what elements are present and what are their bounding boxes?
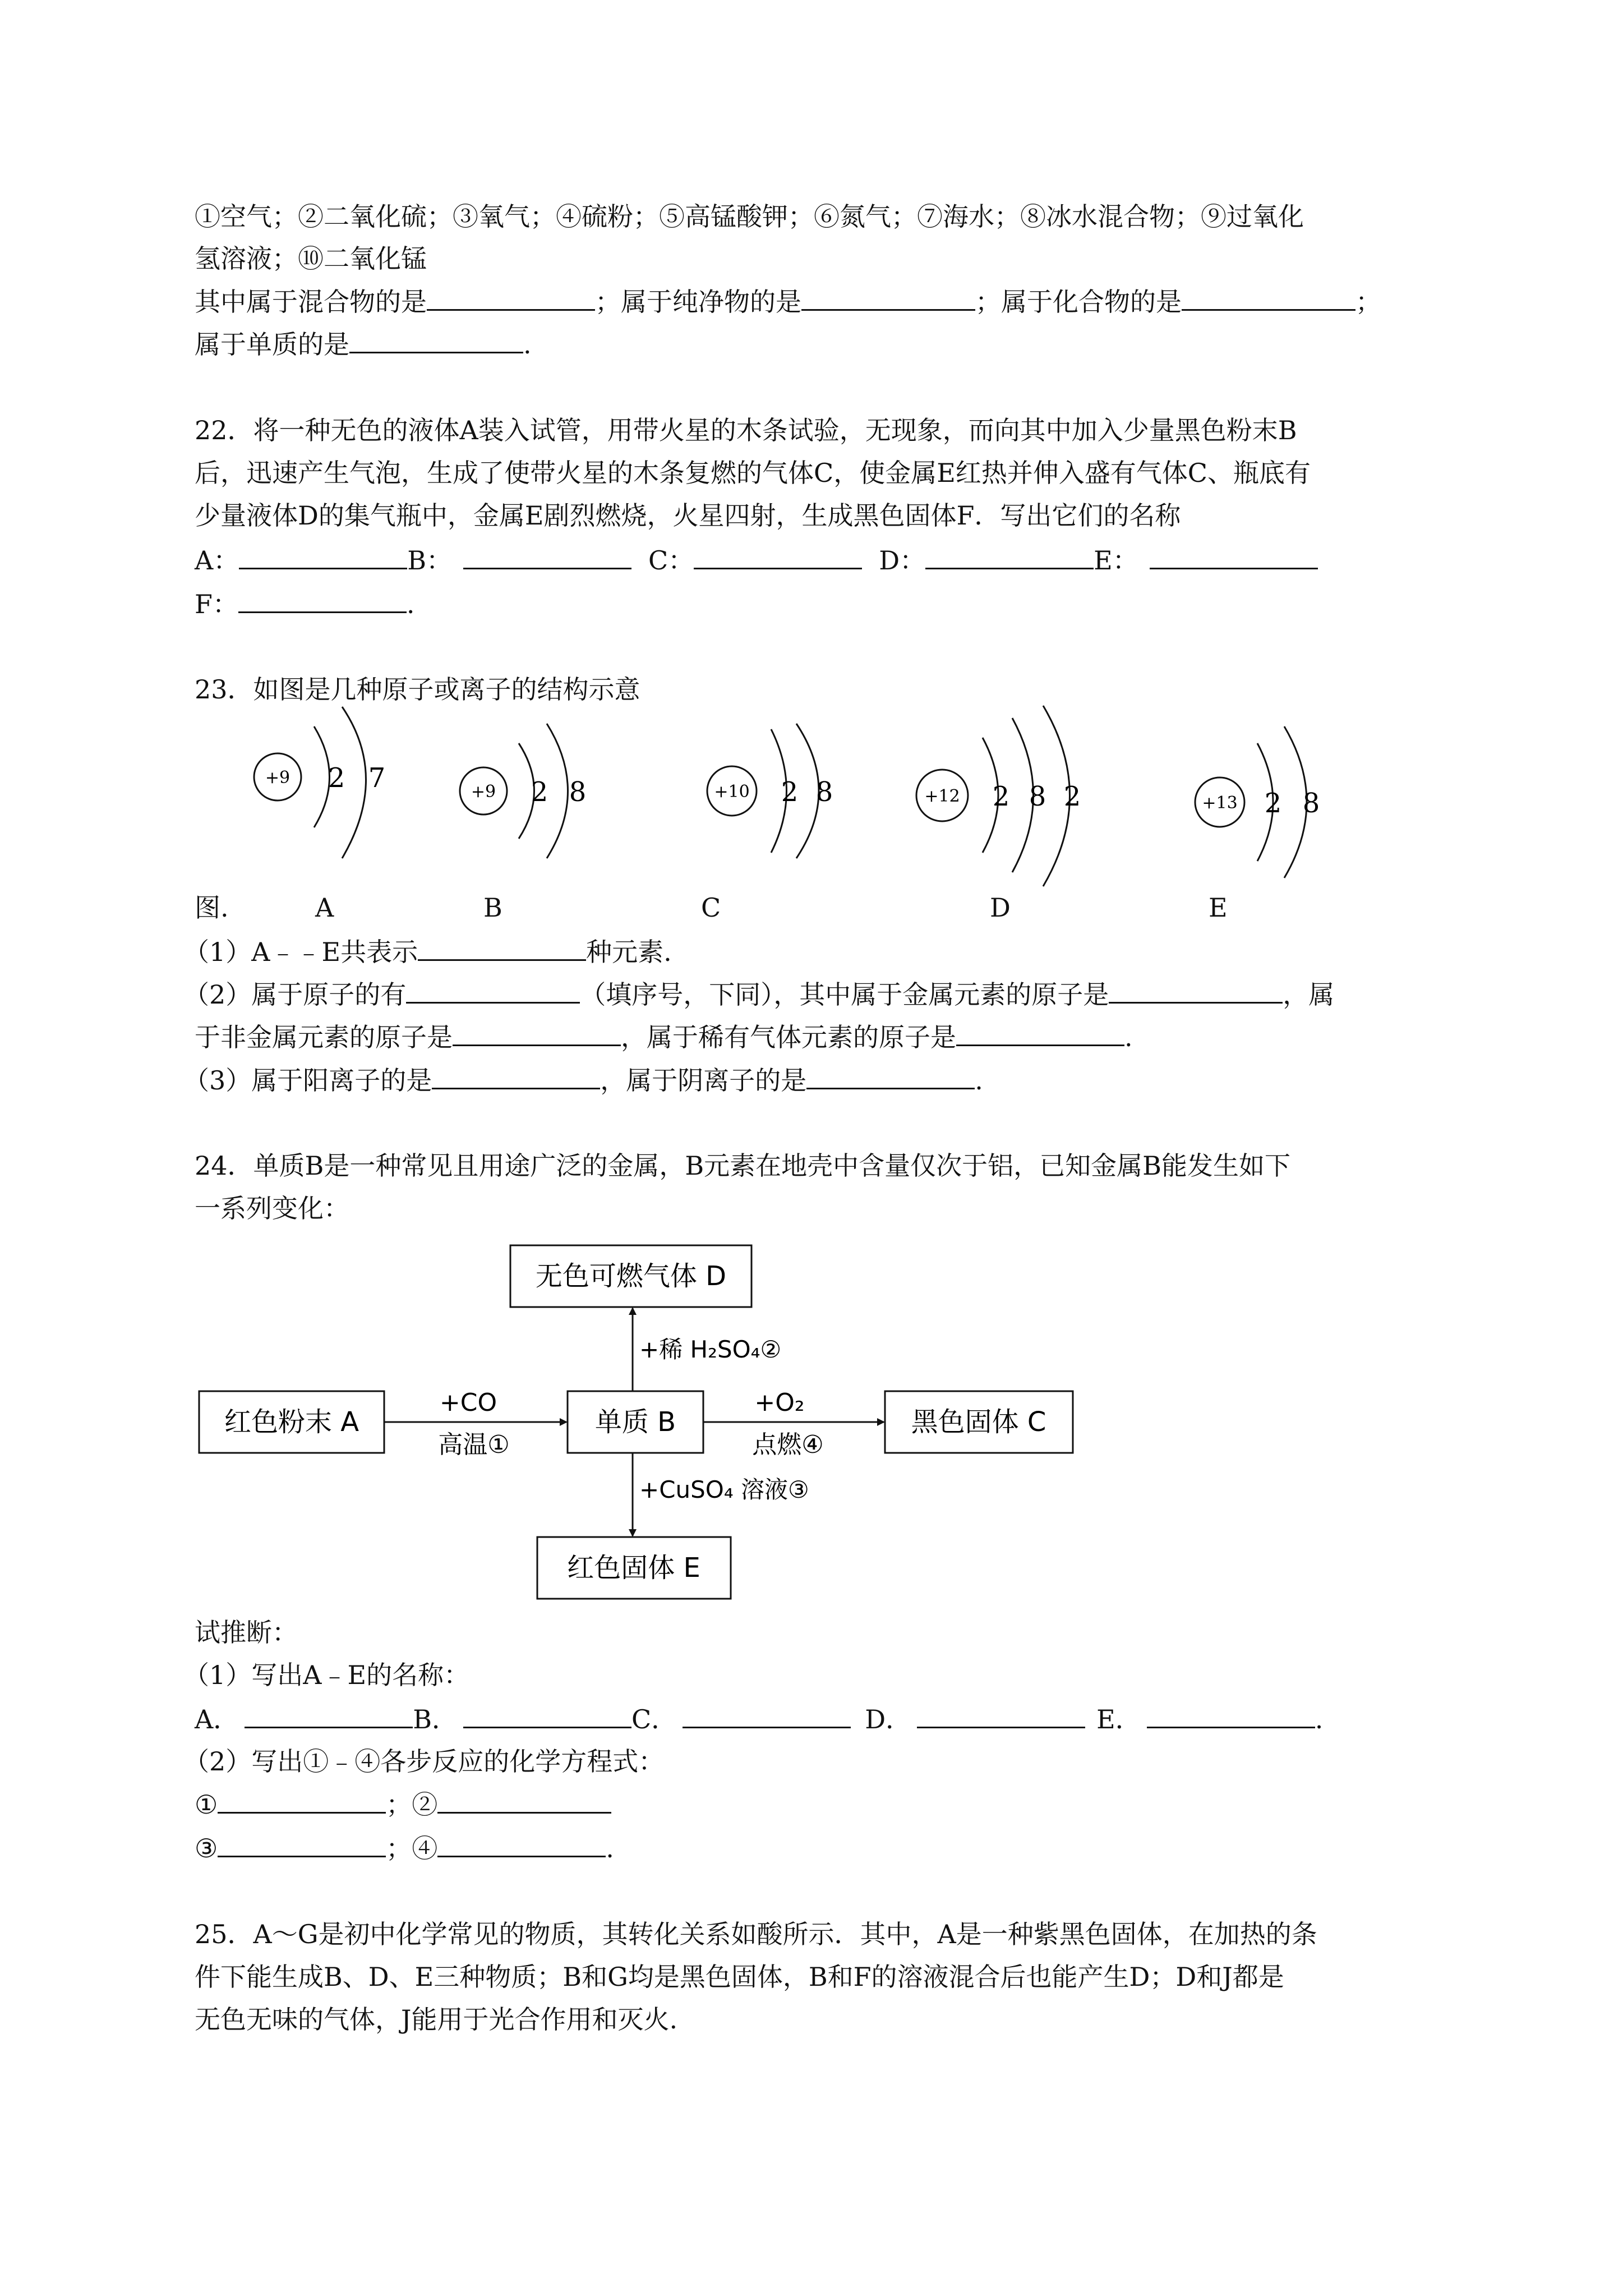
flow-box-d bbox=[510, 1245, 751, 1307]
q21-line4 bbox=[195, 327, 532, 361]
q21-line3 bbox=[195, 284, 1381, 319]
q24-e-label: E． bbox=[1096, 1704, 1141, 1734]
q21-mixture-blank[interactable] bbox=[427, 284, 595, 311]
atom-d-shell3-electrons: 2 bbox=[1063, 781, 1081, 812]
q23-element-count-blank[interactable] bbox=[418, 935, 586, 961]
q24-b-blank[interactable] bbox=[463, 1702, 631, 1728]
q24-part1: （1）写出A﹣E的名称： bbox=[183, 1660, 470, 1690]
arrow4-reagent: +O₂ bbox=[754, 1388, 805, 1417]
atom-a-shell-1 bbox=[314, 726, 330, 827]
q21-semicolon: ； bbox=[1355, 287, 1381, 317]
q21-line1: ①空气；②二氧化硫；③氧气；④硫粉；⑤高锰酸钾；⑥氮气；⑦海水；⑧冰水混合物；⑨过氧化 bbox=[195, 201, 1304, 232]
atom-a-nucleus-charge: +9 bbox=[265, 768, 291, 788]
q24-a-blank[interactable] bbox=[245, 1702, 413, 1728]
q22-c-label: C： bbox=[648, 545, 694, 576]
arrow3-reagent: +CuSO₄ 溶液③ bbox=[639, 1476, 809, 1503]
atom-e-shell1-electrons: 2 bbox=[1264, 788, 1282, 819]
arrow4-condition: 点燃④ bbox=[752, 1430, 824, 1459]
atom-a-shell2-electrons: 7 bbox=[368, 762, 386, 794]
q23-tu: 图. bbox=[195, 892, 229, 923]
atom-d-shell1-electrons: 2 bbox=[992, 781, 1010, 812]
q22-e-blank[interactable] bbox=[1150, 543, 1318, 569]
q22-line2: 后，迅速产生气泡，生成了使带火星的木条复燃的气体C，使金属E红热并伸入盛有气体C、瓶底有 bbox=[195, 458, 1311, 488]
q22-answers-row2 bbox=[195, 587, 415, 621]
atom-a-label: A bbox=[315, 892, 334, 923]
box-e-text: 红色固体 E bbox=[567, 1552, 700, 1584]
atom-e-diagram bbox=[1195, 726, 1320, 878]
q24-c-label: C． bbox=[631, 1704, 677, 1734]
q24-infer: 试推断： bbox=[195, 1617, 298, 1648]
q24-c-blank[interactable] bbox=[683, 1702, 851, 1728]
q23-part2-line2 bbox=[195, 1020, 1133, 1054]
q23-title: 23．如图是几种原子或离子的结构示意 bbox=[195, 674, 640, 705]
atom-a-diagram bbox=[254, 707, 385, 858]
q24-eq4-blank[interactable] bbox=[437, 1831, 606, 1857]
q24-eq1-label: ① bbox=[195, 1789, 218, 1820]
q23-cation-label: （3）属于阳离子的是 bbox=[183, 1065, 432, 1096]
q23-part1-suffix: 种元素. bbox=[586, 937, 672, 967]
q24-b-label: B． bbox=[413, 1704, 458, 1734]
q23-atoms-blank[interactable] bbox=[406, 977, 580, 1004]
q24-eq-row1 bbox=[195, 1787, 611, 1821]
q23-anion-blank[interactable] bbox=[806, 1063, 975, 1089]
q22-end: . bbox=[406, 589, 415, 619]
q23-part2-shu: ，属 bbox=[1283, 979, 1335, 1010]
q21-pure-label: ；属于纯净物的是 bbox=[595, 287, 801, 317]
atom-diagrams bbox=[0, 696, 1623, 942]
q23-noble-label: ，属于稀有气体元素的原子是 bbox=[621, 1022, 956, 1052]
q22-line3: 少量液体D的集气瓶中，金属E剧烈燃烧，火星四射，生成黑色固体F．写出它们的名称 bbox=[195, 500, 1181, 531]
atom-c-shell2-electrons: 8 bbox=[815, 776, 833, 808]
q21-line2: 氢溶液；⑩二氧化锰 bbox=[195, 243, 427, 274]
atom-e-label: E bbox=[1209, 892, 1228, 923]
q23-part2-line1 bbox=[183, 977, 1334, 1011]
q24-eq2-label: ；② bbox=[386, 1789, 438, 1820]
q23-cation-blank[interactable] bbox=[432, 1063, 600, 1089]
q22-d-blank[interactable] bbox=[925, 543, 1094, 569]
q23-part2-metal-label: （填序号，下同），其中属于金属元素的原子是 bbox=[580, 979, 1109, 1010]
q22-f-label: F： bbox=[195, 589, 238, 619]
box-d-text: 无色可燃气体 D bbox=[535, 1260, 727, 1292]
atom-b-shell2-electrons: 8 bbox=[569, 776, 587, 808]
q23-part1-label: （1）A﹣﹣E共表示 bbox=[183, 937, 418, 967]
box-a-text: 红色粉末 A bbox=[224, 1406, 359, 1438]
atom-e-shell2-electrons: 8 bbox=[1302, 788, 1320, 819]
q24-eq-row2 bbox=[195, 1831, 614, 1865]
q22-b-blank[interactable] bbox=[463, 543, 631, 569]
q24-eq-end: . bbox=[606, 1833, 614, 1864]
q24-names-row bbox=[195, 1702, 1323, 1736]
q24-eq3-blank[interactable] bbox=[218, 1831, 386, 1857]
q24-part2: （2）写出①﹣④各步反应的化学方程式： bbox=[183, 1746, 665, 1777]
flow-box-b bbox=[568, 1391, 703, 1453]
flow-box-e bbox=[537, 1537, 731, 1599]
q25-line1: 25．A～G是初中化学常见的物质，其转化关系如酸所示．其中，A是一种紫黑色固体，在加热的条 bbox=[195, 1919, 1317, 1949]
atom-c-shell1-electrons: 2 bbox=[781, 776, 799, 808]
box-b-text: 单质 B bbox=[594, 1406, 676, 1438]
q22-line1: 22．将一种无色的液体A装入试管，用带火星的木条试验，无现象，而向其中加入少量黑色粉末B bbox=[195, 415, 1297, 445]
q23-anion-label: ，属于阴离子的是 bbox=[600, 1065, 807, 1096]
atom-b-shell-2 bbox=[547, 724, 568, 858]
atom-b-nucleus-charge: +9 bbox=[471, 782, 496, 802]
q23-part3 bbox=[183, 1063, 983, 1097]
arrow2-reagent: +稀 H₂SO₄② bbox=[639, 1336, 782, 1363]
q22-e-label: E： bbox=[1094, 545, 1138, 576]
q23-metal-atom-blank[interactable] bbox=[1109, 977, 1283, 1004]
q24-line2: 一系列变化： bbox=[195, 1193, 349, 1223]
q25-line2: 件下能生成B、D、E三种物质；B和G均是黑色固体，B和F的溶液混合后也能产生D；D和J都是 bbox=[195, 1962, 1284, 1992]
atom-c-diagram bbox=[707, 724, 833, 858]
atom-d-diagram bbox=[916, 706, 1081, 886]
q24-eq3-label: ③ bbox=[195, 1833, 218, 1864]
q22-d-label: D： bbox=[879, 545, 926, 576]
atom-d-shell2-electrons: 8 bbox=[1029, 781, 1046, 812]
q22-b-label: B： bbox=[407, 545, 453, 576]
atom-d-nucleus-charge: +12 bbox=[924, 786, 960, 806]
q23-part3-end: . bbox=[975, 1065, 983, 1096]
q22-a-label: A： bbox=[195, 545, 239, 576]
q22-answers-row1 bbox=[195, 543, 1318, 577]
atom-b-label: B bbox=[483, 892, 502, 923]
box-c-text: 黑色固体 C bbox=[911, 1406, 1046, 1438]
atom-b-diagram bbox=[460, 724, 586, 858]
atom-a-shell1-electrons: 2 bbox=[328, 762, 345, 794]
reaction-flowchart bbox=[0, 1223, 1623, 1638]
q25-line3: 无色无味的气体，J能用于光合作用和灭火. bbox=[195, 2004, 678, 2035]
atom-c-nucleus-charge: +10 bbox=[714, 782, 750, 802]
q24-d-blank[interactable] bbox=[917, 1702, 1085, 1728]
atom-d-label: D bbox=[990, 892, 1011, 923]
q21-pure-blank[interactable] bbox=[801, 284, 975, 311]
flow-box-c bbox=[885, 1391, 1073, 1453]
q24-names-end: . bbox=[1315, 1704, 1324, 1734]
q23-part2-label: （2）属于原子的有 bbox=[183, 979, 407, 1010]
atom-e-nucleus-charge: +13 bbox=[1202, 793, 1238, 813]
q23-part2-end: . bbox=[1124, 1022, 1133, 1052]
q24-d-label: D． bbox=[865, 1704, 912, 1734]
arrow1-reagent: +CO bbox=[439, 1388, 497, 1417]
q22-a-blank[interactable] bbox=[239, 543, 407, 569]
q24-eq2-blank[interactable] bbox=[437, 1787, 611, 1814]
q24-a-label: A． bbox=[195, 1704, 239, 1734]
q24-e-blank[interactable] bbox=[1147, 1702, 1315, 1728]
q23-noble-atom-blank[interactable] bbox=[956, 1020, 1124, 1046]
q21-compound-label: ；属于化合物的是 bbox=[975, 287, 1182, 317]
q22-f-blank[interactable] bbox=[238, 587, 407, 613]
atom-c-label: C bbox=[701, 892, 721, 923]
q21-end: . bbox=[523, 329, 532, 360]
atom-b-shell1-electrons: 2 bbox=[531, 776, 548, 808]
arrow1-condition: 高温① bbox=[438, 1430, 510, 1459]
q22-c-blank[interactable] bbox=[694, 543, 862, 569]
q24-eq4-label: ；④ bbox=[386, 1833, 438, 1864]
q21-element-blank[interactable] bbox=[349, 327, 523, 353]
q23-nonmetal-label: 于非金属元素的原子是 bbox=[195, 1022, 453, 1052]
atom-a-shell-2 bbox=[342, 707, 366, 858]
q21-mixture-label: 其中属于混合物的是 bbox=[195, 287, 427, 317]
flow-box-a bbox=[199, 1391, 384, 1453]
q21-element-label: 属于单质的是 bbox=[195, 329, 349, 360]
q21-compound-blank[interactable] bbox=[1182, 284, 1355, 311]
q24-eq1-blank[interactable] bbox=[218, 1787, 386, 1814]
q23-nonmetal-atom-blank[interactable] bbox=[453, 1020, 621, 1046]
q24-line1: 24．单质B是一种常见且用途广泛的金属，B元素在地壳中含量仅次于铝，已知金属B能发生如下 bbox=[195, 1151, 1290, 1181]
q23-part1 bbox=[183, 935, 672, 969]
